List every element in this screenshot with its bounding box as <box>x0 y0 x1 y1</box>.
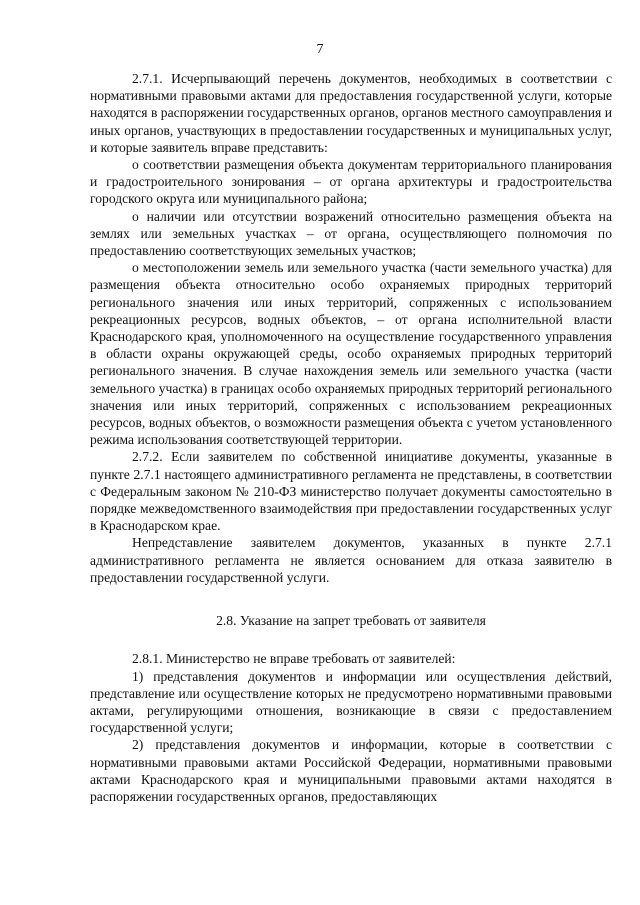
list-item-2: 2) представления документов и информации, которые в соответствии с нормативными правовыми актами Российской Федерации, нормативными правовыми актами Краснодарского края и муниципальными правовыми актами находятся в распоряжении государственных органов, предоставляющих <box>90 737 612 804</box>
page-number: 7 <box>316 42 324 57</box>
list-item-territorial-planning: о соответствии размещения объекта документам территориального планирования и градостроительного зонирования – от органа архитектуры и градостроительства городского округа или муниципального района; <box>90 157 612 207</box>
list-item-objections: о наличии или отсутствии возражений относительно размещения объекта на землях или земельных участках – от органа, осуществляющего полномочия по предоставлению соответствующих земельных участков; <box>90 208 612 259</box>
document-body <box>90 70 612 805</box>
paragraph-2-8-1: 2.8.1. Министерство не вправе требовать от заявителей: <box>132 651 456 667</box>
paragraph-non-submission: Непредставление заявителем документов, указанных в пункте 2.7.1 административного регламента не является основанием для отказа заявителю в предоставлении государственной услуги. <box>90 535 612 585</box>
paragraph-2-7-1: 2.7.1. Исчерпывающий перечень документов, необходимых в соответствии с нормативными правовыми актами для предоставления государственной услуги, которые находятся в распоряжении государственных органов, органов местного самоуправления и иных органов, участвующих в предоставлении государственных и муниципальных услуг, и которые заявитель вправе представить: <box>90 71 612 155</box>
paragraph-2-7-2: 2.7.2. Если заявителем по собственной инициативе документы, указанные в пункте 2.7.1 настоящего административного регламента не представлены, в соответствии с Федеральным законом № 210-ФЗ министерство получает документы самостоятельно в порядке межведомственного взаимодействия при предоставлении государственных услуг в Краснодарском крае. <box>90 449 612 534</box>
list-item-1: 1) представления документов и информации или осуществления действий, представление или осуществление которых не предусмотрено нормативными правовыми актами, регулирующими отношения, возникающие в связи с предоставлением государственной услуги; <box>90 668 612 736</box>
section-heading: 2.8. Указание на запрет требовать от заявителя <box>216 613 486 629</box>
list-item-location: о местоположении земель или земельного участка (части земельного участка) для размещения объекта относительно особо охраняемых природных территорий регионального значения или иных территорий, сопряженных с использованием рекреационных ресурсов, водных объектов, – от органа исполнительной власти Краснодарского края, уполномоченного на осуществление государственного управления в области охраны окружающей среды, особо охраняемых природных территорий регионального значения. В случае нахождения земель или земельного участка (части земельного участка) в границах особо охраняемых природных территорий регионального значения или иных территорий, сопряженных с использованием рекреационных ресурсов, водных объектов, о возможности размещения объекта с учетом установленного режима использования соответствующей территории. <box>90 260 612 448</box>
